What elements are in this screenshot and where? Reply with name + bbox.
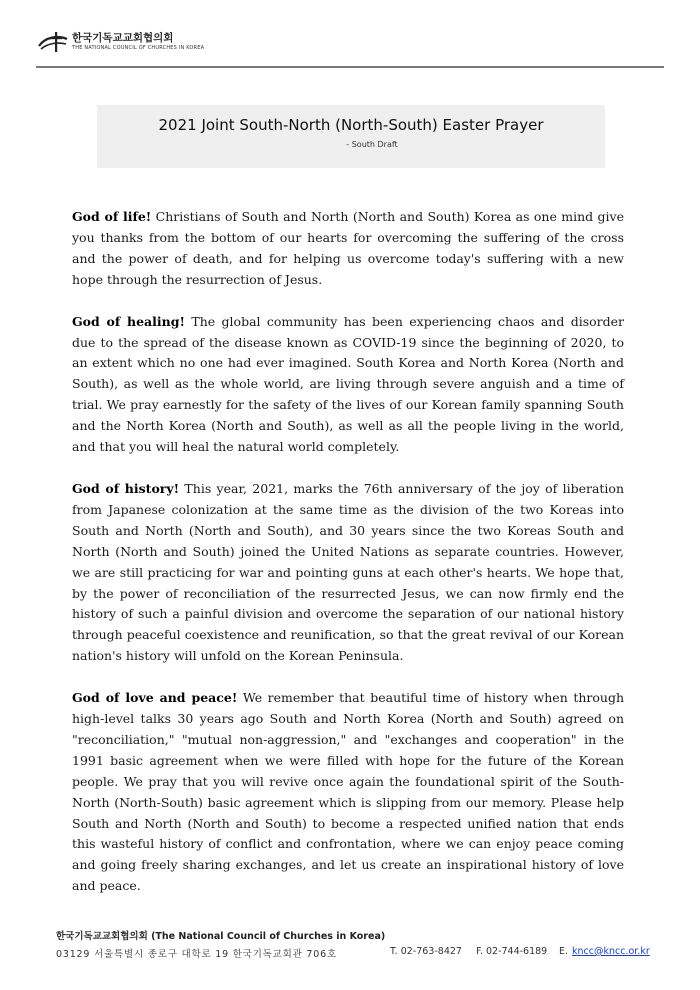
org-name-english: THE NATIONAL COUNCIL OF CHURCHES IN KOREA [72,45,205,51]
paragraph-love-peace [72,688,624,897]
header-divider [36,66,664,68]
paragraph-lead: God of life! [72,209,152,224]
footer-org-name: 한국기독교교회협의회 (The National Council of Churches in Korea) [56,931,386,942]
paragraph-history [72,479,624,667]
document-title: 2021 Joint South-North (North-South) Easter Prayer [158,116,544,134]
document-subtitle: - South Draft [346,140,398,149]
footer-email-label: E. [559,946,569,957]
footer-contact-line [56,946,656,960]
paragraph-healing [72,312,624,458]
footer-fax: F. 02-744-6189 [476,946,548,957]
footer-phone: T. 02-763-8427 [390,946,462,957]
prayer-body [72,207,624,918]
title-block [97,105,605,168]
paragraph-life [72,207,624,291]
paragraph-lead: God of love and peace! [72,690,238,706]
org-name-korean: 한국기독교교회협의회 [72,32,174,44]
kncc-cross-logo-icon [36,28,70,54]
footer-address: 03129 서울특별시 종로구 대학로 19 한국기독교회관 706호 [56,949,337,960]
paragraph-text: Christians of South and North (North and South) Korea as one mind give you thanks from the bottom of our hearts for overcoming the suffering of the cross and the power of death, and for helping us overcome today's suffering with a new hope through the resurrection of Jesus. [72,209,624,287]
paragraph-text: We remember that beautiful time of history when through high-level talks 30 years ago South and North Korea (North and South) agreed on "reconciliation," "mutual non-aggression," and "exchanges and cooperation" in the 1991 basic agreement when we were filled with hope for the future of the Korean people. We pray that you will revive once again the foundational spirit of the South-North (North-South) basic agreement which is slipping from our memory. Please help South and North (North and South) to become a respected unified nation that ends this wasteful history of conflict and confrontation, where we can enjoy peace coming and going freely sharing exchanges, and let us create an inspirational history of love and peace. [72,690,624,894]
paragraph-text: This year, 2021, marks the 76th anniversary of the joy of liberation from Japanese colonization at the same time as the division of the two Koreas into South and North (North and South), and 30 years since the two Koreas South and North (North and South) joined the United Nations as separate countries. However, we are still practicing for war and pointing guns at each other's hearts. We hope that, by the power of reconciliation of the resurrected Jesus, we can now firmly end the history of such a painful division and overcome the separation of our national history through peaceful coexistence and reunification, so that the great revival of our Korean nation's history will unfold on the Korean Peninsula. [72,480,624,664]
paragraph-lead: God of history! [72,480,180,496]
footer [56,928,656,960]
paragraph-text: The global community has been experiencing chaos and disorder due to the spread of the disease known as COVID-19 since the beginning of 2020, to an extent which no one had ever imagined. South Korea and North Korea (North and South), as well as the whole world, are living through severe anguish and a time of trial. We pray earnestly for the safety of the lives of our Korean family spanning South and the North Korea (North and South), as well as all the people living in the world, and that you will heal the natural world completely. [72,313,625,455]
paragraph-lead: God of healing! [72,313,185,329]
footer-email-link[interactable]: kncc@kncc.or.kr [572,946,650,957]
